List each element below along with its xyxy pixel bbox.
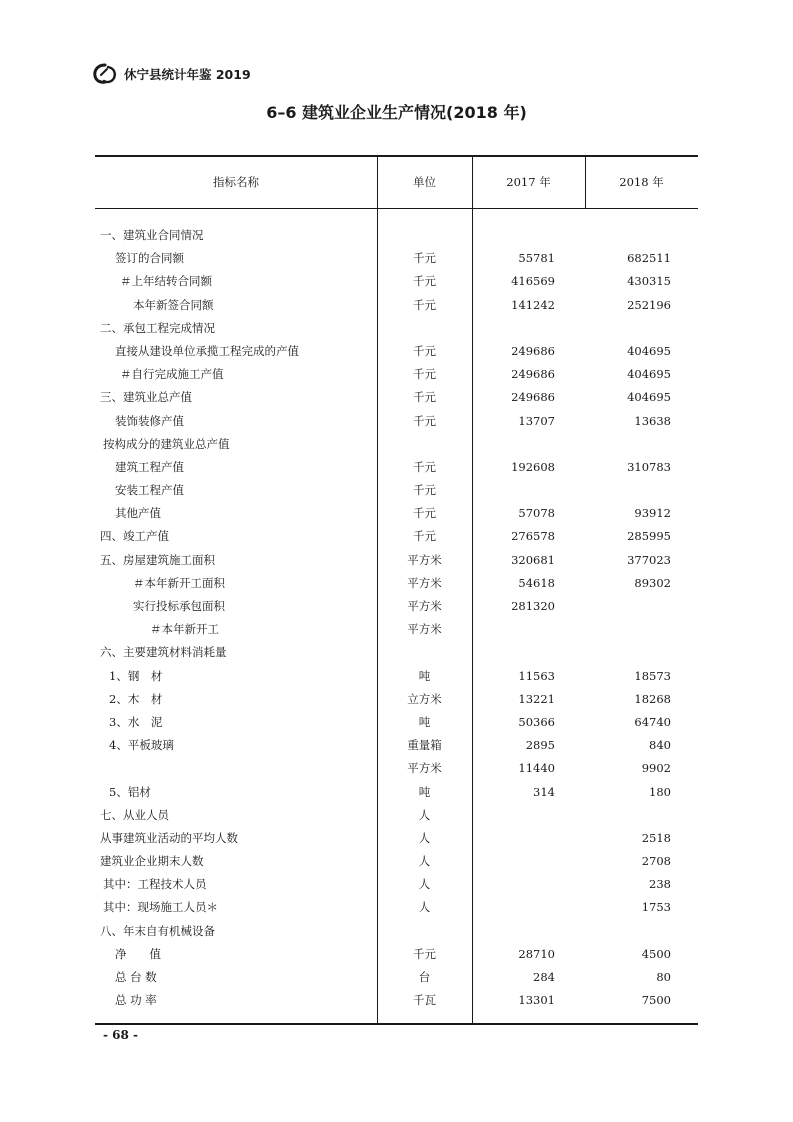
table-header-rule <box>95 208 698 209</box>
row-unit: 吨 <box>418 714 431 729</box>
row-name: 八、年末自有机械设备 <box>100 923 215 938</box>
row-name: ＃上年结转合同额 <box>120 274 212 289</box>
row-value-2017: 55781 <box>518 251 555 266</box>
row-name: ＃自行完成施工产值 <box>120 367 224 382</box>
row-name: 从事建筑业活动的平均人数 <box>100 830 238 845</box>
row-name: ＃本年新开工 <box>150 622 219 637</box>
table-row <box>95 595 698 618</box>
row-name: 净 值 <box>115 946 161 961</box>
row-value-2017: 11563 <box>518 668 555 683</box>
row-value-2017: 28710 <box>518 946 555 961</box>
row-value-2017: 13301 <box>518 993 555 1008</box>
row-unit: 人 <box>418 807 431 822</box>
row-value-2018: 80 <box>656 970 671 984</box>
table-row <box>95 479 698 502</box>
row-unit: 千元 <box>413 459 436 474</box>
row-value-2017: 57078 <box>518 506 555 521</box>
row-value-2018: 1753 <box>641 900 671 915</box>
row-value-2018: 4500 <box>641 946 671 961</box>
row-unit: 吨 <box>418 784 431 799</box>
table-row <box>95 641 698 664</box>
row-value-2018: 404695 <box>627 367 671 382</box>
row-value-2017: 13221 <box>518 691 555 706</box>
row-unit: 人 <box>418 900 431 915</box>
table-row <box>95 247 698 270</box>
row-value-2017: 54618 <box>518 575 555 590</box>
table-body <box>95 224 698 1012</box>
table-row <box>95 224 698 247</box>
row-value-2017: 192608 <box>511 459 555 474</box>
row-value-2017: 2895 <box>525 738 555 753</box>
table-row <box>95 804 698 827</box>
row-unit: 千元 <box>413 390 436 405</box>
table-row <box>95 525 698 548</box>
row-unit: 平方米 <box>407 622 442 637</box>
yearbook-logo-icon <box>92 63 118 85</box>
row-unit: 千元 <box>413 483 436 498</box>
row-name: 二、承包工程完成情况 <box>100 320 215 335</box>
table-row <box>95 549 698 572</box>
row-name: 一、建筑业合同情况 <box>100 228 204 242</box>
row-value-2017: 284 <box>533 970 555 984</box>
row-unit: 千元 <box>413 251 436 266</box>
table-row <box>95 433 698 456</box>
row-value-2017: 11440 <box>518 761 555 776</box>
row-name: 五、房屋建筑施工面积 <box>100 552 215 567</box>
table-row <box>95 340 698 363</box>
col-header-unit: 单位 <box>413 174 436 189</box>
row-name: 4、平板玻璃 <box>109 738 174 753</box>
row-name: 5、铝材 <box>109 784 151 799</box>
row-unit: 千元 <box>413 413 436 428</box>
running-header <box>92 62 251 86</box>
row-value-2017: 249686 <box>511 367 555 382</box>
row-value-2018: 89302 <box>634 575 671 590</box>
row-value-2017: 416569 <box>511 274 555 289</box>
row-value-2018: 285995 <box>627 529 671 544</box>
row-value-2018: 840 <box>649 738 671 753</box>
row-value-2017: 13707 <box>518 413 555 428</box>
row-value-2018: 310783 <box>627 459 671 474</box>
row-unit: 立方米 <box>407 691 442 706</box>
row-unit: 千元 <box>413 297 436 312</box>
row-value-2018: 180 <box>649 784 671 799</box>
row-unit: 人 <box>418 877 431 892</box>
table-row <box>95 757 698 780</box>
table-row <box>95 734 698 757</box>
col-header-2017: 2017 年 <box>506 174 551 189</box>
row-name: 按构成分的建筑业总产值 <box>103 436 230 451</box>
col-header-2018: 2018 年 <box>619 174 664 189</box>
table-row <box>95 873 698 896</box>
row-name: 建筑业企业期末人数 <box>100 854 204 869</box>
row-value-2018: 7500 <box>641 993 671 1008</box>
col-header-name: 指标名称 <box>213 174 259 189</box>
table-row <box>95 270 698 293</box>
row-unit: 重量箱 <box>407 738 442 753</box>
row-unit: 人 <box>418 854 431 869</box>
row-unit: 平方米 <box>407 552 442 567</box>
row-value-2018: 18573 <box>634 668 671 683</box>
table-row <box>95 572 698 595</box>
page-number: - 68 - <box>103 1028 139 1042</box>
row-unit: 人 <box>418 830 431 845</box>
table-row <box>95 386 698 409</box>
table-row <box>95 920 698 943</box>
row-unit: 台 <box>418 970 431 984</box>
row-value-2018: 238 <box>649 877 671 892</box>
row-name: 3、水 泥 <box>109 714 163 729</box>
row-unit: 千元 <box>413 529 436 544</box>
row-name: 本年新签合同额 <box>133 297 214 312</box>
row-value-2018: 404695 <box>627 343 671 358</box>
row-name: 1、钢 材 <box>109 668 163 683</box>
table-row <box>95 502 698 525</box>
row-value-2018: 93912 <box>634 506 671 521</box>
row-value-2018: 430315 <box>627 274 671 289</box>
table-row <box>95 317 698 340</box>
row-value-2017: 281320 <box>511 599 555 613</box>
table-bottom-rule <box>95 1023 698 1025</box>
row-value-2018: 682511 <box>627 251 671 266</box>
table-title: 6–6 建筑业企业生产情况(2018 年) <box>266 103 527 122</box>
row-unit: 千元 <box>413 367 436 382</box>
table-row <box>95 688 698 711</box>
row-name: 七、从业人员 <box>100 807 169 822</box>
row-name: 六、主要建筑材料消耗量 <box>100 645 227 660</box>
row-unit: 千元 <box>413 946 436 961</box>
table-row <box>95 410 698 433</box>
row-name: 三、建筑业总产值 <box>100 390 192 405</box>
table-row <box>95 989 698 1012</box>
row-value-2018: 13638 <box>634 413 671 428</box>
row-unit: 吨 <box>418 668 431 683</box>
table-row <box>95 618 698 641</box>
row-unit: 千瓦 <box>413 993 436 1008</box>
row-name: 其中：现场施工人员＊ <box>103 900 218 915</box>
row-name: 装饰装修产值 <box>115 413 184 428</box>
row-value-2017: 249686 <box>511 343 555 358</box>
row-unit: 千元 <box>413 274 436 289</box>
table-row <box>95 665 698 688</box>
row-value-2017: 141242 <box>511 297 555 312</box>
row-name: 签订的合同额 <box>115 251 184 266</box>
table-row <box>95 711 698 734</box>
row-value-2017: 314 <box>533 784 555 799</box>
row-unit: 千元 <box>413 343 436 358</box>
table-row <box>95 827 698 850</box>
row-value-2017: 249686 <box>511 390 555 405</box>
table-row <box>95 896 698 919</box>
row-value-2018: 252196 <box>627 297 671 312</box>
row-name: 总 功 率 <box>115 993 157 1008</box>
row-value-2018: 2518 <box>641 830 671 845</box>
row-unit: 平方米 <box>407 599 442 613</box>
row-value-2018: 9902 <box>641 761 671 776</box>
row-value-2017: 320681 <box>511 552 555 567</box>
row-name: 总 台 数 <box>115 970 157 984</box>
book-title: 休宁县统计年鉴 2019 <box>124 67 251 82</box>
row-value-2017: 50366 <box>518 714 555 729</box>
row-name: 2、木 材 <box>109 691 163 706</box>
row-name: 安装工程产值 <box>115 483 184 498</box>
table-row <box>95 456 698 479</box>
row-value-2018: 18268 <box>634 691 671 706</box>
row-value-2018: 377023 <box>627 552 671 567</box>
row-name: 建筑工程产值 <box>115 459 184 474</box>
row-unit: 平方米 <box>407 575 442 590</box>
table-row <box>95 363 698 386</box>
row-unit: 平方米 <box>407 761 442 776</box>
row-name: 其他产值 <box>115 506 161 521</box>
row-name: ＃本年新开工面积 <box>133 575 225 590</box>
row-name: 四、竣工产值 <box>100 529 169 544</box>
table-row <box>95 966 698 989</box>
table-row <box>95 781 698 804</box>
table-row <box>95 943 698 966</box>
table-row <box>95 850 698 873</box>
row-name: 实行投标承包面积 <box>133 599 225 613</box>
row-value-2018: 64740 <box>634 714 671 729</box>
row-unit: 千元 <box>413 506 436 521</box>
row-value-2017: 276578 <box>511 529 555 544</box>
row-value-2018: 2708 <box>641 854 671 869</box>
table-row <box>95 294 698 317</box>
row-value-2018: 404695 <box>627 390 671 405</box>
row-name: 其中：工程技术人员 <box>103 877 207 892</box>
row-name: 直接从建设单位承揽工程完成的产值 <box>115 343 299 358</box>
